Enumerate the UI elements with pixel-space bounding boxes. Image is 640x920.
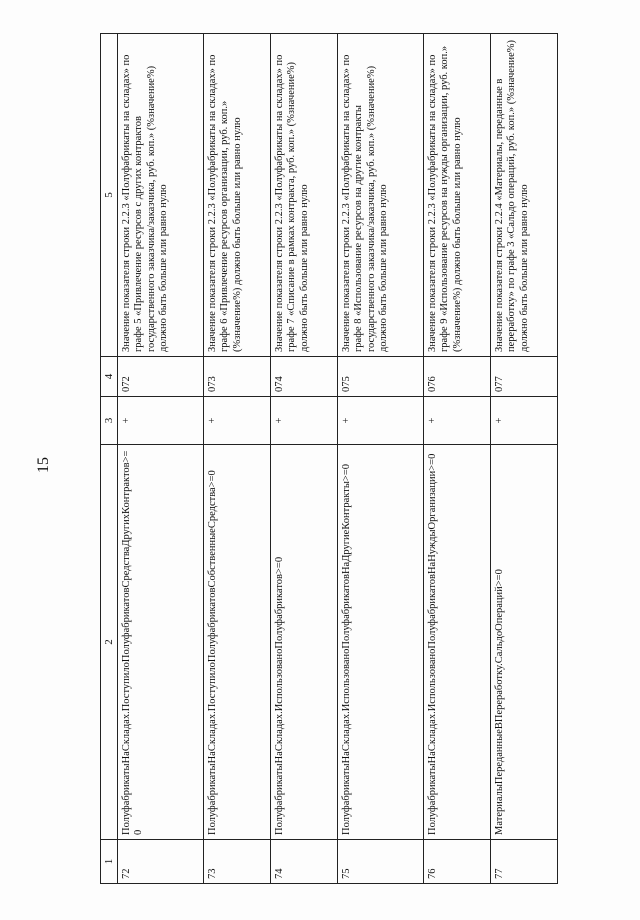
row-formula: ПолуфабрикатыНаСкладах.ИспользованоПолуфабрикатовНаДругиеКонтракты>=0 <box>337 445 423 840</box>
column-header: 3 <box>101 397 118 445</box>
row-number: 76 <box>423 840 490 884</box>
rotated-table-container <box>100 34 558 884</box>
column-header: 2 <box>101 445 118 840</box>
column-header: 4 <box>101 357 118 397</box>
table-row <box>270 34 337 884</box>
row-number: 73 <box>203 840 270 884</box>
row-description: Значение показателя строки 2.2.3 «Полуфабрикаты на складах» по графе 5 «Привлечение ресурсов с других контрактов государственного заказчика/заказчика, руб. коп.» (%значение%) должно быть больше или равно нулю <box>118 34 204 357</box>
row-flag: + <box>203 397 270 445</box>
row-code: 076 <box>423 357 490 397</box>
row-formula: ПолуфабрикатыНаСкладах.ПоступилоПолуфабрикатовСобственныеСредства>=0 <box>203 445 270 840</box>
row-code: 073 <box>203 357 270 397</box>
page-number: 15 <box>35 457 52 473</box>
column-header: 1 <box>101 840 118 884</box>
row-number: 74 <box>270 840 337 884</box>
row-code: 075 <box>337 357 423 397</box>
row-flag: + <box>490 397 557 445</box>
row-code: 072 <box>118 357 204 397</box>
row-flag: + <box>423 397 490 445</box>
table-row <box>337 34 423 884</box>
row-formula: ПолуфабрикатыНаСкладах.ИспользованоПолуфабрикатов>=0 <box>270 445 337 840</box>
row-code: 074 <box>270 357 337 397</box>
row-flag: + <box>118 397 204 445</box>
row-description: Значение показателя строки 2.2.3 «Полуфабрикаты на складах» по графе 8 «Использование ресурсов на другие контракты государственного заказчика/заказчика, руб. коп.» (%значение%) должно быть больше или равно нулю <box>337 34 423 357</box>
row-flag: + <box>270 397 337 445</box>
validation-rules-table <box>100 33 558 884</box>
row-number: 77 <box>490 840 557 884</box>
table-row <box>423 34 490 884</box>
row-formula: ПолуфабрикатыНаСкладах.ИспользованоПолуфабрикатовНаНуждыОрганизации>=0 <box>423 445 490 840</box>
row-flag: + <box>337 397 423 445</box>
table-header-row <box>101 34 118 884</box>
row-formula: МатериалыПереданныеВПереработку.СальдоОпераций>=0 <box>490 445 557 840</box>
table-row <box>203 34 270 884</box>
table-row <box>118 34 204 884</box>
column-header: 5 <box>101 34 118 357</box>
row-description: Значение показателя строки 2.2.3 «Полуфабрикаты на складах» по графе 6 «Привлечение ресурсов организации, руб. коп.» (%значение%) должно быть больше или равно нулю <box>203 34 270 357</box>
row-number: 75 <box>337 840 423 884</box>
row-number: 72 <box>118 840 204 884</box>
row-description: Значение показателя строки 2.2.4 «Материалы, переданные в переработку» по графе 3 «Сальдо операций, руб. коп.» (%значение%) должно быть больше или равно нулю <box>490 34 557 357</box>
row-formula: ПолуфабрикатыНаСкладах.ПоступилоПолуфабрикатовСредстваДругихКонтрактов>=0 <box>118 445 204 840</box>
row-code: 077 <box>490 357 557 397</box>
row-description: Значение показателя строки 2.2.3 «Полуфабрикаты на складах» по графе 9 «Использование ресурсов на нужды организации, руб. коп.» (%значение%) должно быть больше или равно нулю <box>423 34 490 357</box>
table-row <box>490 34 557 884</box>
row-description: Значение показателя строки 2.2.3 «Полуфабрикаты на складах» по графе 7 «Списание в рамках контракта, руб. коп.» (%значение%) должно быть больше или равно нулю <box>270 34 337 357</box>
